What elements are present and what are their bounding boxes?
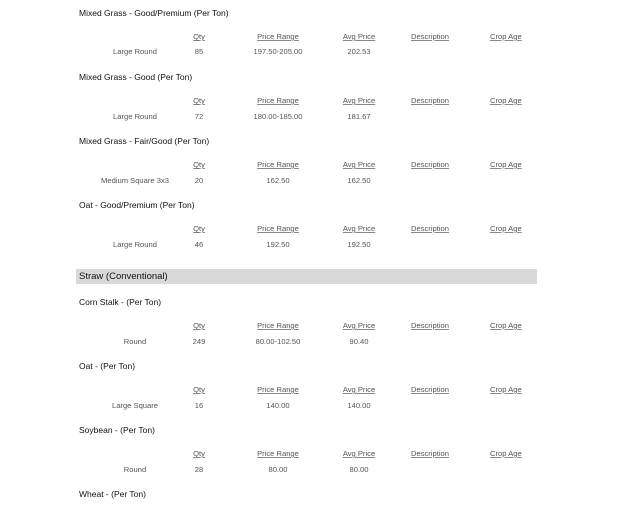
header-avg-price: Avg Price — [342, 32, 376, 41]
header-qty: Qty — [193, 321, 205, 330]
header-price-range: Price Range — [257, 224, 299, 233]
header-avg-price: Avg Price — [342, 385, 376, 394]
header-price-range: Price Range — [257, 160, 299, 169]
section-title: Mixed Grass - Fair/Good (Per Ton) — [79, 136, 210, 146]
header-avg-price: Avg Price — [342, 449, 376, 458]
section-title: Oat - Good/Premium (Per Ton) — [79, 200, 195, 210]
header-price-range: Price Range — [257, 321, 299, 330]
section-title: Oat - (Per Ton) — [79, 361, 136, 371]
row-description: Round — [123, 337, 147, 346]
row-qty: 16 — [194, 401, 204, 410]
header-avg-price: Avg Price — [342, 321, 376, 330]
header-qty: Qty — [193, 160, 205, 169]
row-price-range: 140.00 — [266, 401, 290, 410]
header-crop-age: Crop Age — [490, 385, 522, 394]
header-qty: Qty — [193, 449, 205, 458]
section-title: Wheat - (Per Ton) — [79, 489, 146, 499]
row-price-range: 162.50 — [266, 176, 290, 185]
row-avg-price: 140.00 — [347, 401, 371, 410]
row-qty: 46 — [194, 240, 204, 249]
header-crop-age: Crop Age — [490, 32, 522, 41]
section-title: Mixed Grass - Good/Premium (Per Ton) — [79, 8, 229, 18]
header-price-range: Price Range — [257, 96, 299, 105]
row-avg-price: 162.50 — [347, 176, 371, 185]
row-price-range: 192.50 — [266, 240, 290, 249]
row-price-range: 80.00 — [268, 465, 288, 474]
row-description: Large Round — [113, 240, 157, 249]
row-description: Round — [123, 465, 147, 474]
header-crop-age: Crop Age — [490, 160, 522, 169]
header-crop-age: Crop Age — [490, 449, 522, 458]
row-price-range: 80.00-102.50 — [255, 337, 301, 346]
row-avg-price: 202.53 — [347, 47, 371, 56]
section-title: Soybean - (Per Ton) — [79, 425, 155, 435]
header-description: Description — [411, 321, 449, 330]
row-avg-price: 181.67 — [347, 112, 371, 121]
header-crop-age: Crop Age — [490, 96, 522, 105]
header-qty: Qty — [193, 385, 205, 394]
header-description: Description — [411, 224, 449, 233]
header-description: Description — [411, 96, 449, 105]
row-price-range: 180.00-185.00 — [253, 112, 303, 121]
row-avg-price: 192.50 — [347, 240, 371, 249]
row-avg-price: 80.00 — [349, 465, 369, 474]
row-description: Medium Square 3x3 — [101, 176, 169, 185]
header-description: Description — [411, 385, 449, 394]
row-avg-price: 90.40 — [349, 337, 369, 346]
row-description: Large Square — [111, 401, 159, 410]
header-price-range: Price Range — [257, 449, 299, 458]
header-qty: Qty — [193, 32, 205, 41]
header-price-range: Price Range — [257, 32, 299, 41]
header-description: Description — [411, 32, 449, 41]
group-title: Straw (Conventional) — [79, 271, 168, 282]
header-crop-age: Crop Age — [490, 321, 522, 330]
header-description: Description — [411, 160, 449, 169]
header-qty: Qty — [193, 224, 205, 233]
header-qty: Qty — [193, 96, 205, 105]
header-description: Description — [411, 449, 449, 458]
header-price-range: Price Range — [257, 385, 299, 394]
row-qty: 249 — [192, 337, 206, 346]
row-description: Large Round — [113, 112, 157, 121]
header-avg-price: Avg Price — [342, 160, 376, 169]
header-crop-age: Crop Age — [490, 224, 522, 233]
row-description: Large Round — [113, 47, 157, 56]
row-qty: 85 — [194, 47, 204, 56]
section-title: Mixed Grass - Good (Per Ton) — [79, 72, 193, 82]
row-qty: 28 — [194, 465, 204, 474]
header-avg-price: Avg Price — [342, 224, 376, 233]
row-qty: 72 — [194, 112, 204, 121]
row-qty: 20 — [194, 176, 204, 185]
header-avg-price: Avg Price — [342, 96, 376, 105]
row-price-range: 197.50-205.00 — [253, 47, 303, 56]
section-title: Corn Stalk - (Per Ton) — [79, 297, 162, 307]
